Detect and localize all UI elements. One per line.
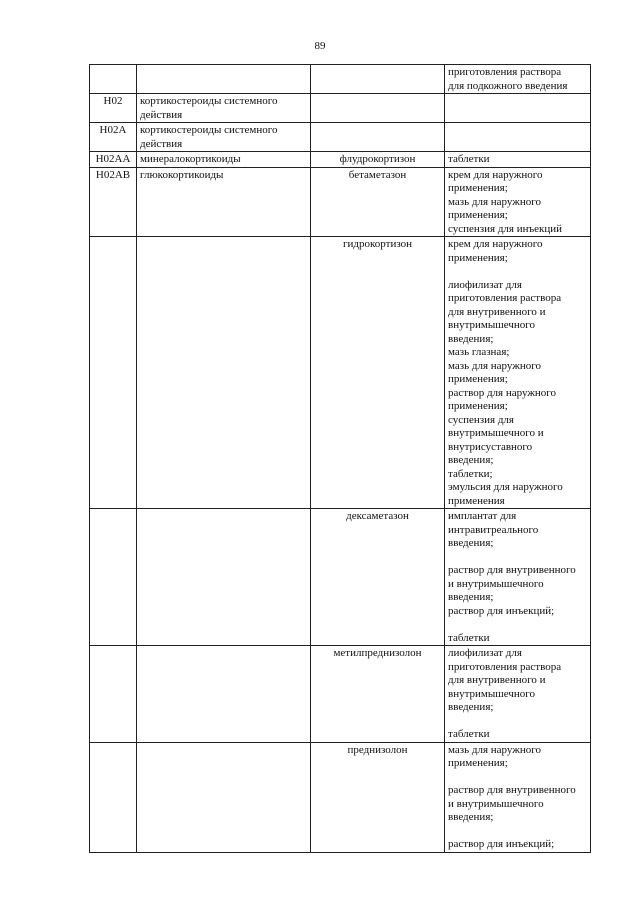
group-name-cell: кортикостероиды системного действия — [137, 94, 311, 123]
dosage-form-text: раствор для инъекций; — [448, 838, 555, 850]
group-name-cell — [137, 742, 311, 852]
atc-code-cell: H02AB — [90, 167, 137, 237]
dosage-form-text: таблетки — [448, 153, 490, 165]
dosage-form-text: мазь для наружного применения; — [448, 743, 541, 769]
drug-name-cell: бетаметазон — [311, 167, 445, 237]
dosage-form-text: лиофилизат для приготовления раствора для внутривенного и внутримышечного введения; мазь глазная; мазь для наружного применения; раствор для наружного применения; суспензия для внутримышечного и внутрисуставного введения; таблетки; эмульсия для наружного применения — [448, 278, 563, 507]
atc-code-cell — [90, 509, 137, 646]
atc-code-cell: H02A — [90, 123, 137, 152]
table-row — [90, 742, 591, 852]
dosage-form-text: имплантат для интравитреального введения; — [448, 510, 539, 549]
table-row — [90, 167, 591, 237]
dosage-forms-cell — [445, 123, 591, 152]
dosage-form-text: раствор для внутривенного и внутримышечного введения; раствор для инъекций; — [448, 564, 576, 617]
drug-name-cell: дексаметазон — [311, 509, 445, 646]
dosage-forms-cell — [445, 94, 591, 123]
table-row — [90, 646, 591, 743]
dosage-forms-cell — [445, 509, 591, 646]
dosage-forms-cell — [445, 646, 591, 743]
dosage-form-text: таблетки — [448, 631, 490, 644]
page-number: 89 — [314, 40, 326, 52]
dosage-form-text: лиофилизат для приготовления раствора для внутривенного и внутримышечного введения; — [448, 647, 562, 713]
dosage-forms-cell — [445, 742, 591, 852]
dosage-form-text: таблетки — [448, 728, 490, 740]
group-name-cell: минералокортикоиды — [137, 152, 311, 168]
group-name-cell — [137, 509, 311, 646]
dosage-forms-cell — [445, 152, 591, 168]
group-name-cell — [137, 237, 311, 509]
atc-code-cell — [90, 646, 137, 743]
dosage-form-text: крем для наружного применения; мазь для наружного применения; суспензия для инъекций — [448, 168, 563, 235]
drug-name-cell: гидрокортизон — [311, 237, 445, 509]
drug-name-cell — [311, 65, 445, 94]
table-row — [90, 152, 591, 168]
atc-code-cell — [90, 237, 137, 509]
drug-name-cell — [311, 123, 445, 152]
dosage-forms-cell — [445, 237, 591, 509]
table-row — [90, 94, 591, 123]
table-row — [90, 237, 591, 509]
dosage-form-text: раствор для внутривенного и внутримышечного введения; — [448, 784, 576, 823]
dosage-form-text: крем для наружного применения; — [448, 238, 543, 264]
drug-name-cell — [311, 94, 445, 123]
group-name-cell — [137, 646, 311, 743]
atc-code-cell — [90, 742, 137, 852]
table-row — [90, 123, 591, 152]
drug-name-cell: флудрокортизон — [311, 152, 445, 168]
dosage-forms-cell — [445, 167, 591, 237]
drug-name-cell: преднизолон — [311, 742, 445, 852]
atc-code-cell: H02AA — [90, 152, 137, 168]
atc-code-cell — [90, 65, 137, 94]
atc-code-cell: H02 — [90, 94, 137, 123]
drug-table — [89, 64, 591, 853]
group-name-cell — [137, 65, 311, 94]
group-name-cell: кортикостероиды системного действия — [137, 123, 311, 152]
drug-name-cell: метилпреднизолон — [311, 646, 445, 743]
dosage-form-text: приготовления раствора для подкожного введения — [448, 66, 568, 92]
table-row — [90, 509, 591, 646]
table-row — [90, 65, 591, 94]
group-name-cell: глюкокортикоиды — [137, 167, 311, 237]
dosage-forms-cell — [445, 65, 591, 94]
